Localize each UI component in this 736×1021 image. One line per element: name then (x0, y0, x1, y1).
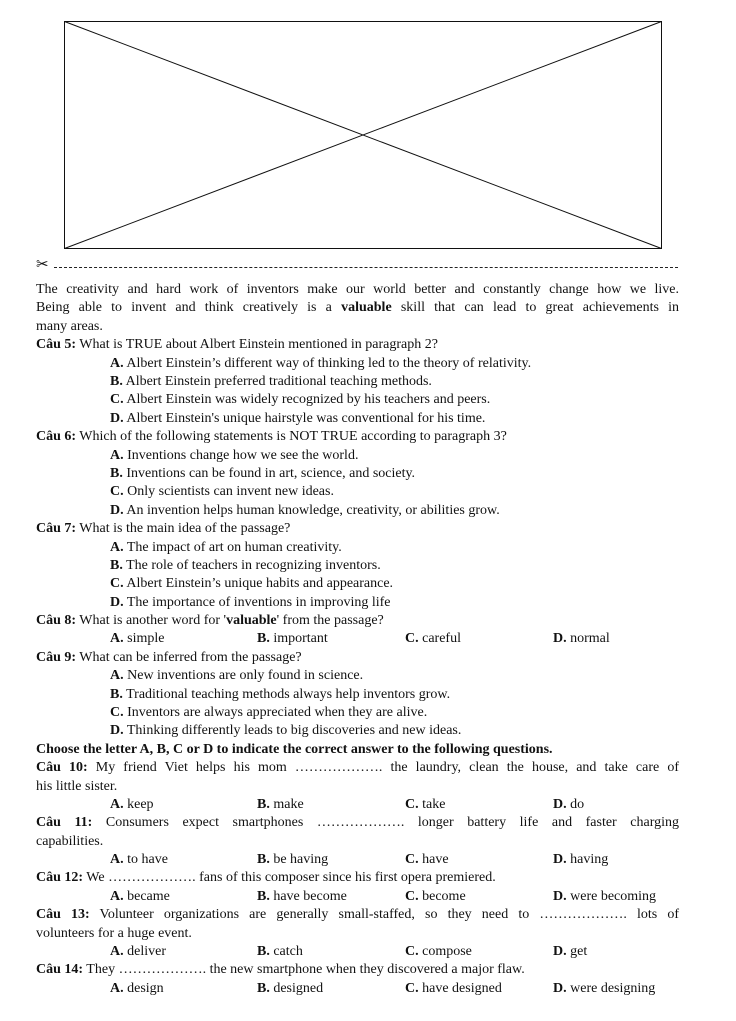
q14-option-d[interactable]: D. were designing (553, 981, 656, 996)
question-5: Câu 5: What is TRUE about Albert Einstein mentioned in paragraph 2? (36, 337, 438, 352)
q13-option-c[interactable]: C. compose (405, 944, 472, 959)
question-10: Câu 10: My friend Viet helps his mom ………………. the laundry, clean the house, and take care of (36, 760, 679, 775)
q7-option-c[interactable]: C. Albert Einstein’s unique habits and appearance. (110, 576, 394, 591)
q10-option-d[interactable]: D. do (553, 797, 585, 812)
q6-option-c[interactable]: C. Only scientists can invent new ideas. (110, 484, 334, 499)
section-instruction: Choose the letter A, B, C or D to indicate the correct answer to the following questions. (36, 742, 553, 757)
q10-option-c[interactable]: C. take (405, 797, 446, 812)
q9-option-b[interactable]: B. Traditional teaching methods always help inventors grow. (110, 687, 451, 702)
q10-option-b[interactable]: B. make (257, 797, 304, 812)
q13-option-d[interactable]: D. get (553, 944, 588, 959)
image-placeholder (64, 21, 662, 249)
question-13: Câu 13: Volunteer organizations are generally small-staffed, so they need to ………………. lots of (36, 907, 679, 922)
question-6: Câu 6: Which of the following statements is NOT TRUE according to paragraph 3? (36, 429, 507, 444)
q12-option-c[interactable]: C. become (405, 889, 466, 904)
q7-option-d[interactable]: D. The importance of inventions in improving life (110, 595, 391, 610)
q7-option-a[interactable]: A. The impact of art on human creativity. (110, 540, 342, 555)
q5-option-c[interactable]: C. Albert Einstein was widely recognized by his teachers and peers. (110, 392, 491, 407)
q11-option-a[interactable]: A. to have (110, 852, 168, 867)
q9-option-c[interactable]: C. Inventors are always appreciated when they are alive. (110, 705, 428, 720)
q12-option-a[interactable]: A. became (110, 889, 170, 904)
question-10-cont: his little sister. (36, 779, 118, 794)
question-9: Câu 9: What can be inferred from the passage? (36, 650, 302, 665)
question-11-cont: capabilities. (36, 834, 104, 849)
passage-line-2: Being able to invent and think creatively is a valuable skill that can lead to great achievements in (36, 300, 679, 315)
q8-option-a[interactable]: A. simple (110, 631, 165, 646)
q6-option-a[interactable]: A. Inventions change how we see the world. (110, 448, 359, 463)
q9-option-a[interactable]: A. New inventions are only found in science. (110, 668, 364, 683)
q5-option-d[interactable]: D. Albert Einstein's unique hairstyle was conventional for his time. (110, 411, 486, 426)
question-11: Câu 11: Consumers expect smartphones ………………. longer battery life and faster charging (36, 815, 679, 830)
q5-option-b[interactable]: B. Albert Einstein preferred traditional teaching methods. (110, 374, 432, 389)
question-8: Câu 8: What is another word for 'valuable' from the passage? (36, 613, 384, 628)
q13-option-b[interactable]: B. catch (257, 944, 303, 959)
cut-line (36, 257, 678, 275)
q5-option-a[interactable]: A. Albert Einstein’s different way of thinking led to the theory of relativity. (110, 356, 532, 371)
q11-option-d[interactable]: D. having (553, 852, 609, 867)
q14-option-b[interactable]: B. designed (257, 981, 324, 996)
q14-option-c[interactable]: C. have designed (405, 981, 502, 996)
q8-option-b[interactable]: B. important (257, 631, 328, 646)
q12-option-d[interactable]: D. were becoming (553, 889, 657, 904)
passage-line-1: The creativity and hard work of inventors make our world better and constantly change how we live. (36, 282, 679, 297)
scissors-icon: ✂ (36, 257, 49, 273)
question-12: Câu 12: We ………………. fans of this composer since his first opera premiered. (36, 870, 496, 885)
q14-option-a[interactable]: A. design (110, 981, 164, 996)
q6-option-b[interactable]: B. Inventions can be found in art, science, and society. (110, 466, 416, 481)
q7-option-b[interactable]: B. The role of teachers in recognizing inventors. (110, 558, 381, 573)
dashed-divider (54, 267, 678, 268)
q13-option-a[interactable]: A. deliver (110, 944, 166, 959)
question-7: Câu 7: What is the main idea of the passage? (36, 521, 291, 536)
q6-option-d[interactable]: D. An invention helps human knowledge, creativity, or abilities grow. (110, 503, 500, 518)
q8-option-c[interactable]: C. careful (405, 631, 461, 646)
question-13-cont: volunteers for a huge event. (36, 926, 192, 941)
q8-option-d[interactable]: D. normal (553, 631, 610, 646)
q11-option-b[interactable]: B. be having (257, 852, 329, 867)
q10-option-a[interactable]: A. keep (110, 797, 154, 812)
q11-option-c[interactable]: C. have (405, 852, 449, 867)
question-14: Câu 14: They ………………. the new smartphone when they discovered a major flaw. (36, 962, 525, 977)
passage-line-3: many areas. (36, 319, 103, 334)
q12-option-b[interactable]: B. have become (257, 889, 347, 904)
q9-option-d[interactable]: D. Thinking differently leads to big discoveries and new ideas. (110, 723, 462, 738)
